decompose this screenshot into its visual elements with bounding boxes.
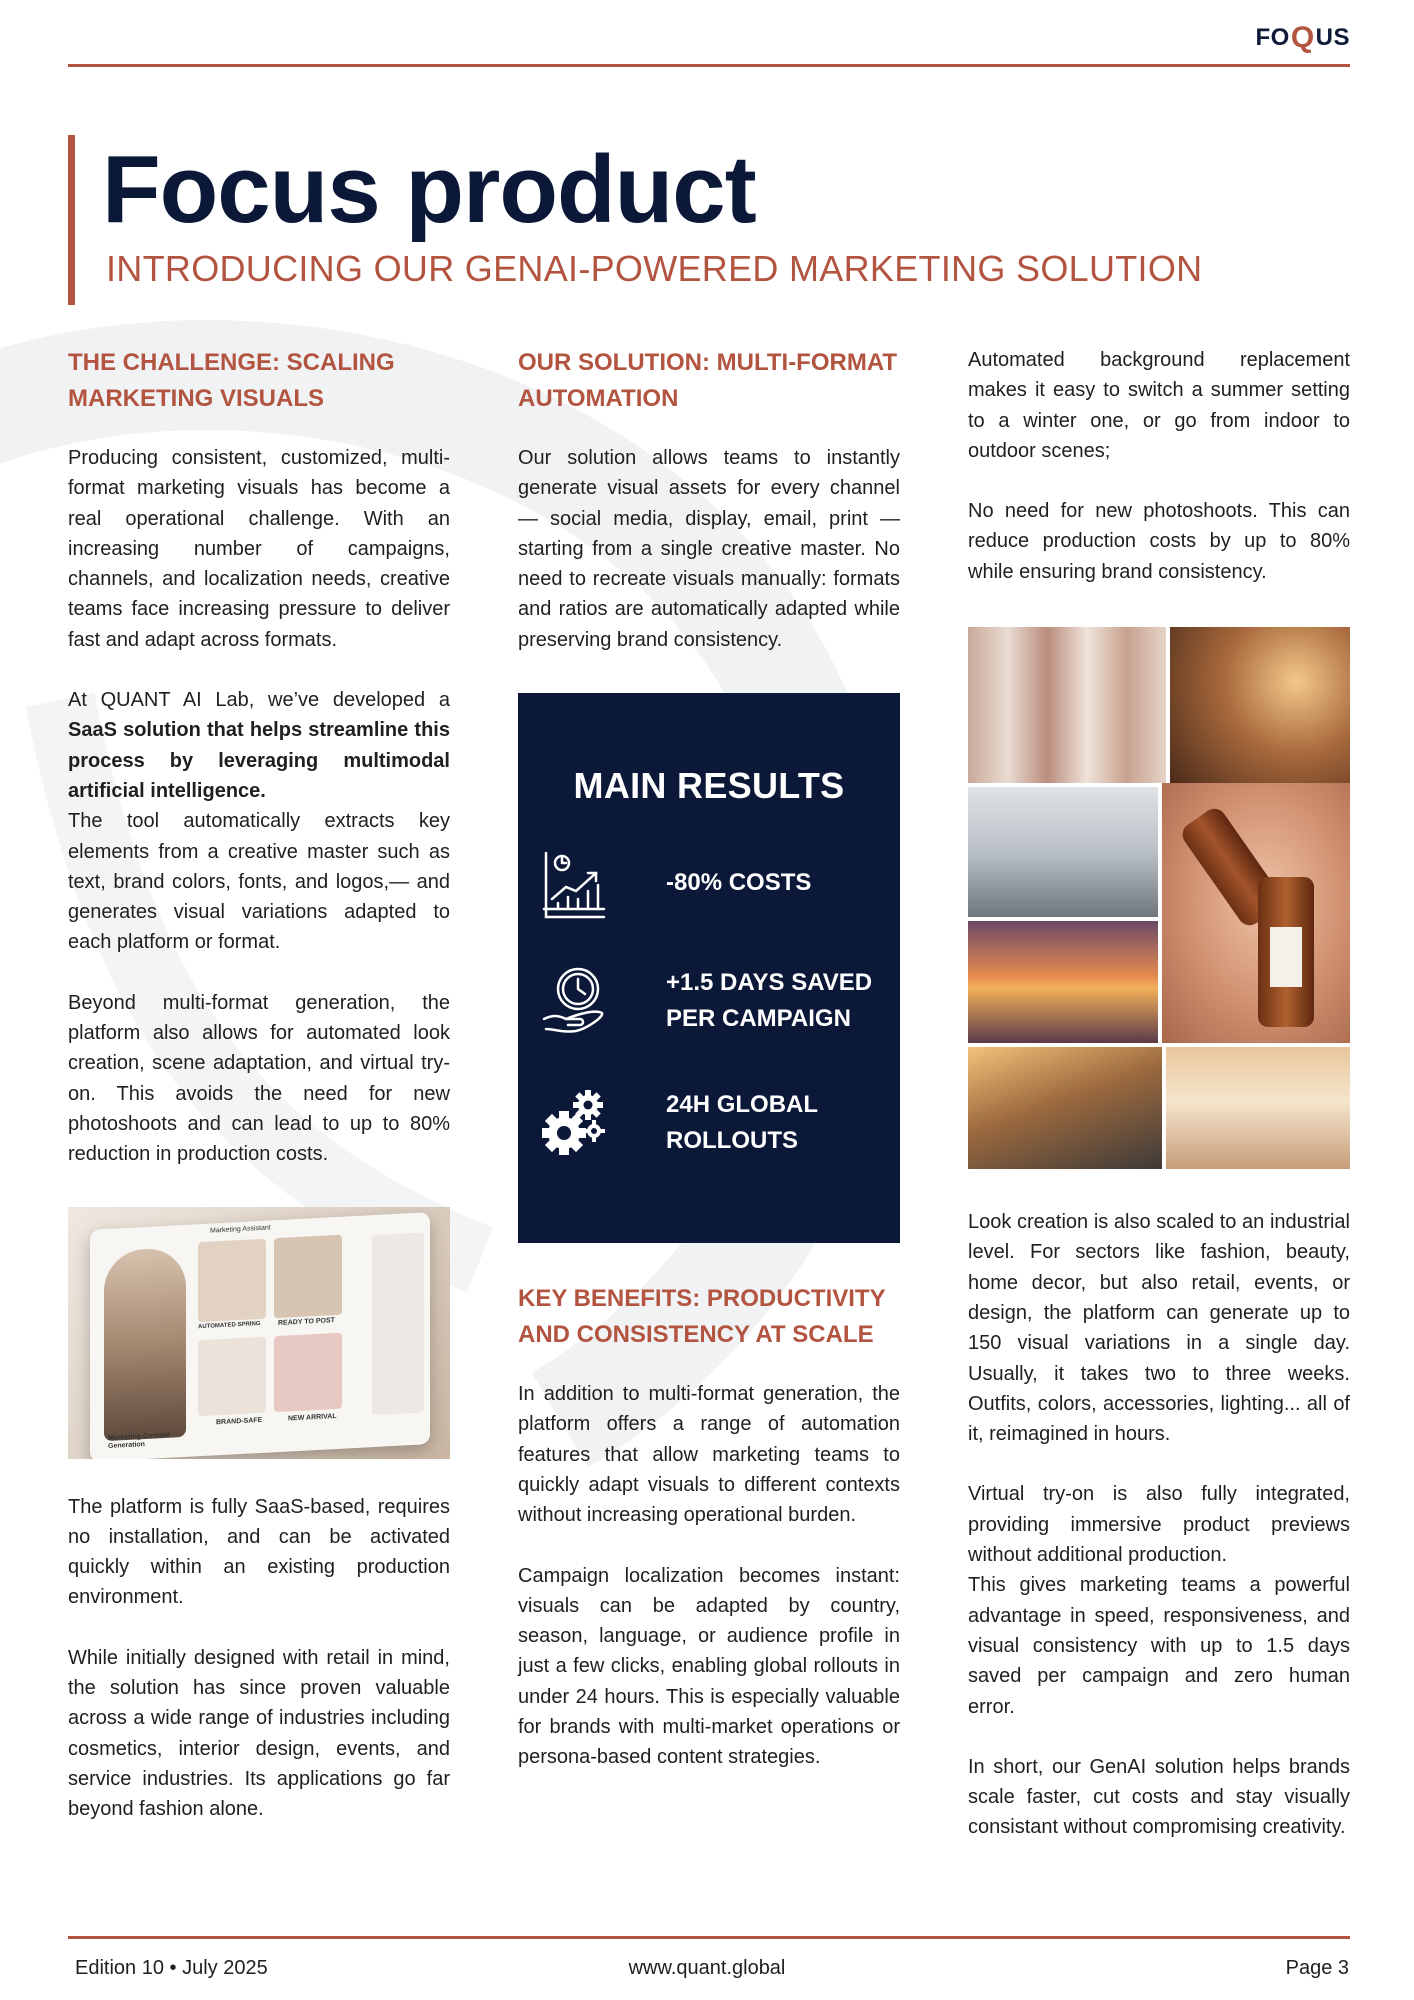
focus-logo: FO Q US: [1255, 21, 1350, 54]
summary-paragraph: In short, our GenAI solution helps brands scale faster, cut costs and stay visually consistant without compromising creativity.: [968, 1755, 1350, 1839]
solution-heading: OUR SOLUTION: MULTI-FORMAT AUTOMATION: [518, 349, 898, 412]
solution-paragraph: Our solution allows teams to instantly generate visual assets for every channel — social media, display, email, print — starting from a single creative master. No need to recreate visuals manually: formats and ratios are automatically adapted while preserving brand consistency.: [518, 447, 900, 651]
chart-growth-icon: [542, 851, 606, 921]
tool-extraction-paragraph: The tool automatically extracts key elements from a creative master such as text, brand colors, fonts, and logos,— and generates visual variations adapted to each platform or format.: [68, 810, 450, 954]
result-costs-text: -80% COSTS: [666, 869, 812, 897]
cars-photo: [968, 787, 1158, 917]
advantage-paragraph: This gives marketing teams a powerful advantage in speed, responsiveness, and visual consistency with up to 1.5 days saved per campaign and zero human error.: [968, 1574, 1350, 1718]
title-accent-bar: [68, 135, 75, 305]
result-item-rollouts: [542, 1087, 882, 1167]
result-item-days: [542, 965, 882, 1045]
header-divider: [68, 64, 1350, 67]
bedroom-photo: [1166, 1047, 1350, 1169]
page-title: Focus product: [102, 136, 756, 243]
column-3: [968, 345, 1350, 1843]
sneaker-lacing-photo: [968, 1047, 1162, 1169]
bottle-label: [1270, 927, 1302, 987]
beyond-multiformat-paragraph: Beyond multi-format generation, the platform also allows for automated look creation, scene adaptation, and virtual try-on. This avoids the need for new photoshoots and can lead to up to 80% reduction in production costs.: [68, 991, 450, 1166]
main-results-box: [518, 693, 900, 1243]
industries-paragraph: While initially designed with retail in mind, the solution has since proven valuable across a wide range of industries including cosmetics, interior design, events, and service industries. Its applications go far beyond fashion alone.: [68, 1646, 450, 1821]
model-figure: [104, 1246, 186, 1440]
look-creation-paragraph: Look creation is also scaled to an industrial level. For sectors like fashion, beauty, home decor, but also retail, events, or design, the platform can generate up to 150 visual variations in a single day. Usually, it takes two to three weeks. Outfits, colors, accessories, lighting... all of it, reimagined in hours.: [968, 1211, 1350, 1446]
no-photoshoots-paragraph: No need for new photoshoots. This can reduce production costs by up to 80% while ensuring brand consistency.: [968, 500, 1350, 583]
virtual-try-on-paragraph: Virtual try-on is also fully integrated, providing immersive product previews without additional production.: [968, 1483, 1350, 1567]
result-item-costs: [542, 851, 882, 931]
website-link[interactable]: www.quant.global: [628, 1957, 786, 1979]
photo-collage: [968, 627, 1350, 1169]
footer-divider: [68, 1936, 1350, 1939]
clothing-rack-photo: [968, 627, 1166, 783]
column-2: [518, 345, 900, 1773]
title-block: [68, 135, 1268, 305]
benefits-paragraph: In addition to multi-format generation, the platform offers a range of automation features that allow marketing teams to quickly adapt visuals to different contexts without increasing operational burden.: [518, 1383, 900, 1527]
mockup-sidebar: [372, 1232, 424, 1415]
clock-hand-icon: [542, 965, 606, 1035]
challenge-paragraph: Producing consistent, customized, multi-format marketing visuals has become a real operational challenge. With an increasing number of campaigns, channels, and localization needs, creative teams face increasing pressure to deliver fast and adapt across formats.: [68, 447, 450, 651]
sunset-cyclists-photo: [968, 921, 1158, 1043]
localization-paragraph: Campaign localization becomes instant: visuals can be adapted by country, season, language, or audience profile in just a few clicks, enabling global rollouts in under 24 hours. This is especially valuable for brands with multi-market operations or persona-based content strategies.: [518, 1564, 900, 1769]
result-days-text: +1.5 DAYS SAVED PER CAMPAIGN: [666, 969, 873, 1033]
column-1: [68, 345, 450, 1825]
benefits-heading: KEY BENEFITS: PRODUCTIVITY AND CONSISTENCY AT SCALE: [518, 1285, 886, 1349]
page-number: Page 3: [1285, 1957, 1349, 1979]
platform-mockup-image: [68, 1207, 450, 1459]
challenge-heading: THE CHALLENGE: SCALING MARKETING VISUALS: [68, 349, 395, 412]
page-subtitle: INTRODUCING OUR GENAI-POWERED MARKETING SOLUTION: [106, 248, 1203, 289]
main-results-title: MAIN RESULTS: [573, 765, 845, 807]
cozy-interior-photo: [1170, 627, 1350, 783]
result-rollouts-text: 24H GLOBAL ROLLOUTS: [666, 1091, 818, 1155]
gears-icon: [542, 1087, 606, 1157]
saas-highlight: SaaS solution that helps streamline this process by leveraging multimodal artificial intelligence.: [68, 719, 450, 802]
edition-label: Edition 10 • July 2025: [75, 1957, 268, 1979]
background-replacement-paragraph: Automated background replacement makes it easy to switch a summer setting to a winter one, or go from indoor to outdoor scenes;: [968, 349, 1350, 462]
mockup-window: Marketing Assistant AUTOMATED SPRING READY TO POST BRAND-SAFE NEW ARRIVAL Marketing Content Generation: [90, 1212, 430, 1459]
quant-ai-lab-paragraph: At QUANT AI Lab, we’ve developed a SaaS solution that helps streamline this process by leveraging multimodal artificial intelligence.: [68, 689, 450, 802]
saas-paragraph: The platform is fully SaaS-based, requires no installation, and can be activated quickly within an existing production environment.: [68, 1495, 450, 1609]
